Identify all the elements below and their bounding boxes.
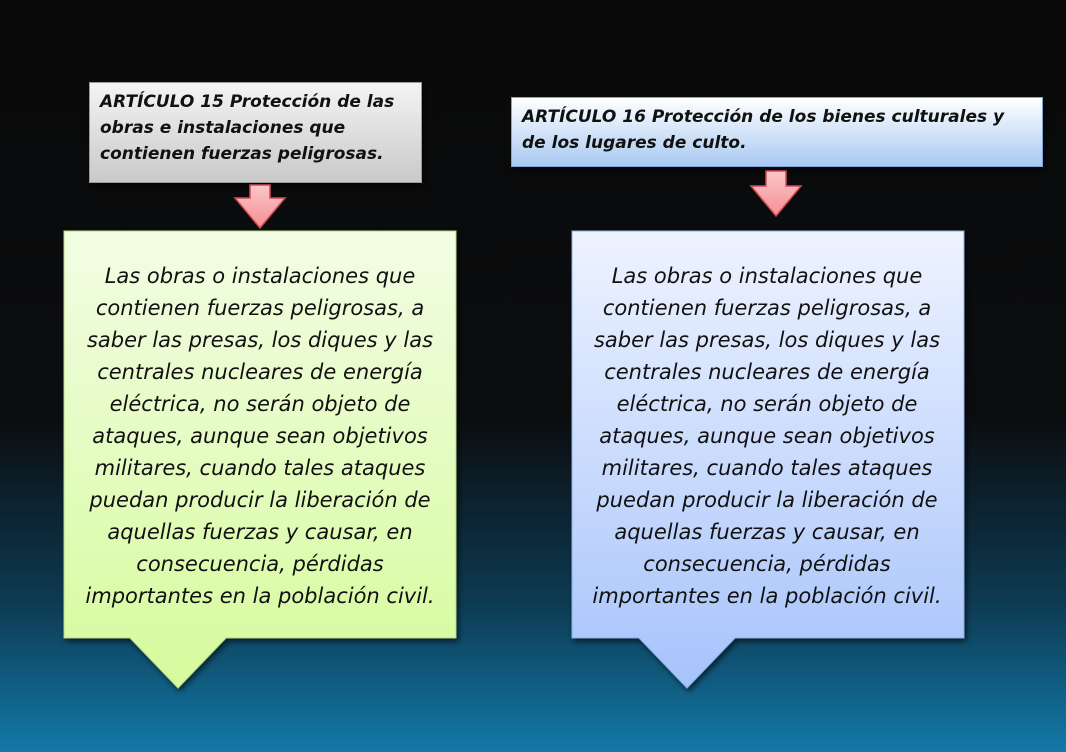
article-16-title: ARTÍCULO 16 Protección de los bienes culturales y de los lugares de culto. bbox=[522, 107, 1005, 153]
article-15-body: Las obras o instalaciones que contienen fuerzas peligrosas, a saber las presas, los diques y las centrales nucleares de energía eléctrica, no serán objeto de ataques, aunque sean objetivos militares, cuando tales ataques puedan producir la liberación de aquellas fuerzas y causar, en consecuencia, pérdidas importantes en la población civil. bbox=[85, 264, 435, 608]
article-16-body: Las obras o instalaciones que contienen fuerzas peligrosas, a saber las presas, los diques y las centrales nucleares de energía eléctrica, no serán objeto de ataques, aunque sean objetivos militares, cuando tales ataques puedan producir la liberación de aquellas fuerzas y causar, en consecuencia, pérdidas importantes en la población civil. bbox=[592, 264, 942, 608]
down-arrow-icon bbox=[235, 185, 285, 228]
article-15-title: ARTÍCULO 15 Protección de las obras e instalaciones que contienen fuerzas peligrosas. bbox=[100, 92, 395, 164]
down-arrow-icon bbox=[751, 171, 801, 216]
